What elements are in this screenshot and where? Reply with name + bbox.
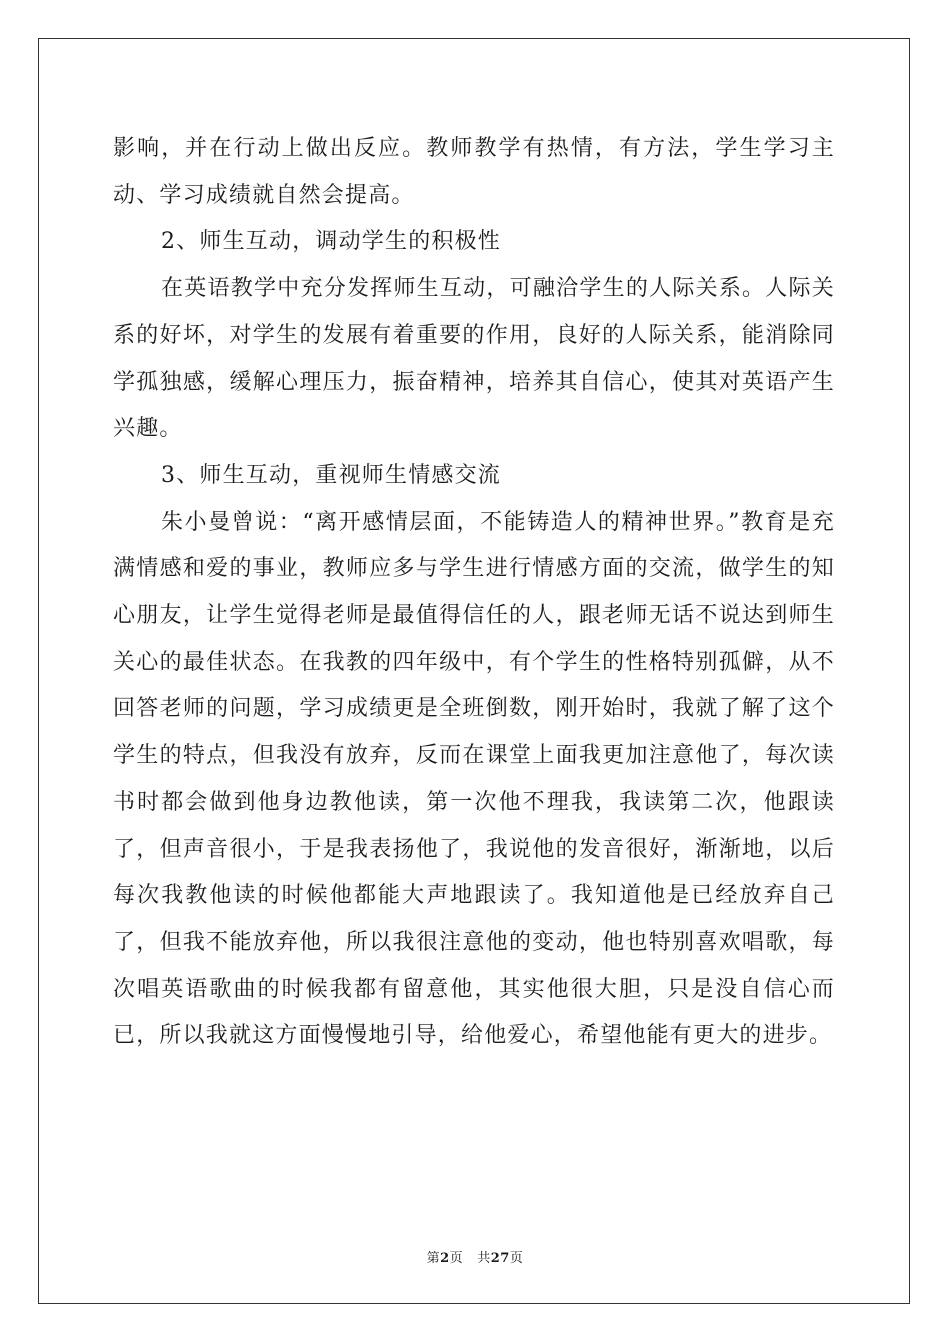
heading-3-emotional-communication: 3、师生互动，重视师生情感交流 <box>161 462 501 488</box>
paragraph-5: 朱小曼曾说：“离开感情层面，不能铸造人的精神世界。”教育是充满情感和爱的事业，教师应多与学生进行情感方面的交流，做学生的知心朋友，让学生觉得老师是最值得信任的人，跟老师无话不说达到师生关心的最佳状态。在我教的四年级中，有个学生的性格特别孤僻，从不回答老师的问题，学习成绩更是全班倒数，刚开始时，我就了解了这个学生的特点，但我没有放弃，反而在课堂上面我更加注意他了，每次读书时都会做到他身边教他读，第一次他不理我，我读第二次，他跟读了，但声音很小，于是我表扬他了，我说他的发音很好，渐渐地，以后每次我教他读的时候他都能大声地跟读了。我知道他是已经放弃自己了，但我不能放弃他，所以我很注意他的变动，他也特别喜欢唱歌，每次唱英语歌曲的时候我都有留意他，其实他很大胆，只是没自信心而已，所以我就这方面慢慢地引导，给他爱心，希望他能有更大的进步。 <box>113 509 835 1049</box>
footer-total-prefix: 共 <box>477 1251 491 1266</box>
paragraph-1: 影响，并在行动上做出反应。教师教学有热情，有方法，学生学习主动、学习成绩就自然会提高。 <box>113 136 835 208</box>
footer-page-suffix: 页 <box>449 1251 464 1266</box>
footer-total-pages: 27 <box>490 1251 510 1266</box>
footer-total-suffix: 页 <box>509 1251 524 1266</box>
footer-page-prefix: 第 <box>426 1251 441 1266</box>
page-footer <box>0 1247 950 1266</box>
footer-page-number: 2 <box>440 1251 450 1266</box>
document-body <box>113 126 835 1060</box>
heading-2-teacher-student-interaction-enthusiasm: 2、师生互动，调动学生的积极性 <box>161 229 501 255</box>
paragraph-3: 在英语教学中充分发挥师生互动，可融洽学生的人际关系。人际关系的好坏，对学生的发展有着重要的作用，良好的人际关系，能消除同学孤独感，缓解心理压力，振奋精神，培养其自信心，使其对英语产生兴趣。 <box>113 276 835 442</box>
